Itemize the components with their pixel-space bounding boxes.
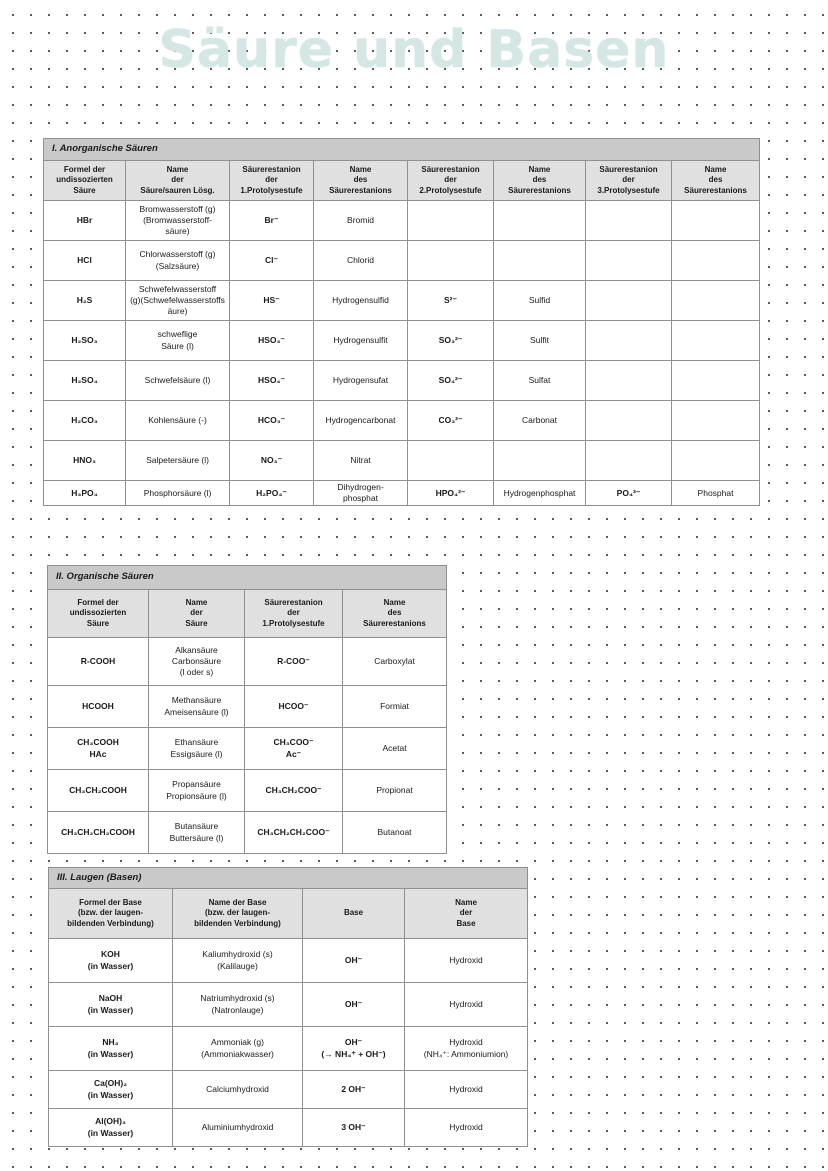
table-cell: Hydrogensulfit: [314, 321, 408, 361]
table-cell: Nitrat: [314, 441, 408, 481]
column-header: Base: [303, 889, 405, 939]
table-cell: H₂SO₄: [44, 361, 126, 401]
table-cell: Dihydrogen- phosphat: [314, 481, 408, 506]
table-cell: [672, 201, 760, 241]
table-row: [44, 481, 760, 506]
table-cell: Chlorwasserstoff (g) (Salzsäure): [126, 241, 230, 281]
table-cell: Kohlensäure (-): [126, 401, 230, 441]
table-cell: SO₄²⁻: [408, 361, 494, 401]
table-cell: Bromid: [314, 201, 408, 241]
table-cell: HCOO⁻: [245, 686, 343, 728]
column-header: Name der Säure/sauren Lösg.: [126, 161, 230, 201]
table-row: [48, 812, 447, 854]
table-cell: Acetat: [343, 728, 447, 770]
table-cell: H₃PO₄: [44, 481, 126, 506]
table-cell: Sulfit: [494, 321, 586, 361]
column-header: Name des Säurerestanions: [494, 161, 586, 201]
table-cell: [672, 281, 760, 321]
table-row: [48, 638, 447, 686]
table-cell: [586, 201, 672, 241]
table-cell: Propansäure Propionsäure (l): [149, 770, 245, 812]
table-cell: [586, 241, 672, 281]
table-cell: OH⁻ (→ NH₄⁺ + OH⁻): [303, 1027, 405, 1071]
table-cell: NH₃ (in Wasser): [49, 1027, 173, 1071]
table-cell: Aluminiumhydroxid: [173, 1109, 303, 1147]
table-cell: Hydroxid (NH₄⁺: Ammoniumion): [405, 1027, 528, 1071]
table-row: [44, 441, 760, 481]
table-cell: PO₄³⁻: [586, 481, 672, 506]
table-cell: Hydrogensulfid: [314, 281, 408, 321]
table-cell: CH₃CH₂COO⁻: [245, 770, 343, 812]
table-cell: [586, 321, 672, 361]
section-title: III. Laugen (Basen): [49, 868, 528, 889]
table-row: [48, 770, 447, 812]
table-cell: H₂S: [44, 281, 126, 321]
table-cell: Schwefelwasserstoff (g)(Schwefelwasserstoffs äure): [126, 281, 230, 321]
table-cell: HCO₃⁻: [230, 401, 314, 441]
table-cell: Hydroxid: [405, 983, 528, 1027]
table-cell: [672, 241, 760, 281]
column-header: Formel der undissozierten Säure: [48, 590, 149, 638]
table-cell: [408, 201, 494, 241]
table-cell: OH⁻: [303, 939, 405, 983]
table-cell: Methansäure Ameisensäure (l): [149, 686, 245, 728]
table-cell: R-COO⁻: [245, 638, 343, 686]
table-row: [44, 401, 760, 441]
table-cell: [408, 441, 494, 481]
table-cell: [586, 361, 672, 401]
table-cell: Hydrogensufat: [314, 361, 408, 401]
table-row: [44, 361, 760, 401]
table-cell: HCOOH: [48, 686, 149, 728]
section-title: II. Organische Säuren: [48, 566, 447, 590]
table-cell: Kaliumhydroxid (s) (Kalilauge): [173, 939, 303, 983]
table-cell: CH₃CH₂COOH: [48, 770, 149, 812]
table-cell: [586, 401, 672, 441]
table-row: [49, 1027, 528, 1071]
table-cell: Ammoniak (g) (Ammoniakwasser): [173, 1027, 303, 1071]
table-cell: NO₃⁻: [230, 441, 314, 481]
table-organische-saeuren: [47, 565, 447, 854]
table-cell: Alkansäure Carbonsäure (l oder s): [149, 638, 245, 686]
table-row: [44, 241, 760, 281]
column-header: Formel der undissozierten Säure: [44, 161, 126, 201]
table-row: [44, 321, 760, 361]
table-cell: Hydrogencarbonat: [314, 401, 408, 441]
table-cell: Chlorid: [314, 241, 408, 281]
table-cell: Bromwasserstoff (g) (Bromwasserstoff- säure): [126, 201, 230, 241]
table-cell: OH⁻: [303, 983, 405, 1027]
table-cell: S²⁻: [408, 281, 494, 321]
table-cell: HPO₄²⁻: [408, 481, 494, 506]
table-row: [49, 1071, 528, 1109]
table-cell: SO₃²⁻: [408, 321, 494, 361]
column-header: Name des Säurerestanions: [343, 590, 447, 638]
table-cell: Sulfat: [494, 361, 586, 401]
table-cell: [494, 441, 586, 481]
column-header: Name des Säurerestanions: [314, 161, 408, 201]
column-header: Säurerestanion der 3.Protolysestufe: [586, 161, 672, 201]
table-cell: [672, 321, 760, 361]
table-row: [49, 983, 528, 1027]
table-cell: NaOH (in Wasser): [49, 983, 173, 1027]
table-cell: 3 OH⁻: [303, 1109, 405, 1147]
column-header: Säurerestanion der 1.Protolysestufe: [245, 590, 343, 638]
table-cell: Hydroxid: [405, 939, 528, 983]
table-cell: Natriumhydroxid (s) (Natronlauge): [173, 983, 303, 1027]
table-cell: Phosphat: [672, 481, 760, 506]
column-header: Name der Säure: [149, 590, 245, 638]
table-cell: HSO₃⁻: [230, 321, 314, 361]
table-row: [49, 939, 528, 983]
table-cell: HS⁻: [230, 281, 314, 321]
table-row: [48, 728, 447, 770]
table-cell: 2 OH⁻: [303, 1071, 405, 1109]
column-header: Säurerestanion der 2.Protolysestufe: [408, 161, 494, 201]
table-cell: HBr: [44, 201, 126, 241]
table-cell: CH₃CH₂CH₂COOH: [48, 812, 149, 854]
table-cell: [494, 241, 586, 281]
table-cell: HCl: [44, 241, 126, 281]
table-cell: Propionat: [343, 770, 447, 812]
column-header: Säurerestanion der 1.Protolysestufe: [230, 161, 314, 201]
table-row: [44, 281, 760, 321]
table-cell: Carbonat: [494, 401, 586, 441]
table-cell: Hydroxid: [405, 1071, 528, 1109]
table-cell: HNO₃: [44, 441, 126, 481]
table-cell: [408, 241, 494, 281]
table-cell: KOH (in Wasser): [49, 939, 173, 983]
table-row: [48, 686, 447, 728]
table-cell: H₂SO₃: [44, 321, 126, 361]
table-cell: CH₃COOH HAc: [48, 728, 149, 770]
table-cell: Ca(OH)₂ (in Wasser): [49, 1071, 173, 1109]
column-header: Name der Base: [405, 889, 528, 939]
table-cell: CO₃²⁻: [408, 401, 494, 441]
table-cell: [672, 401, 760, 441]
table-cell: CH₃COO⁻ Ac⁻: [245, 728, 343, 770]
table-cell: [586, 441, 672, 481]
table-laugen-basen: [48, 867, 528, 1147]
table-cell: Butansäure Buttersäure (l): [149, 812, 245, 854]
table-cell: schweflige Säure (l): [126, 321, 230, 361]
table-cell: Formiat: [343, 686, 447, 728]
column-header: Formel der Base (bzw. der laugen- bildenden Verbindung): [49, 889, 173, 939]
table-cell: Cl⁻: [230, 241, 314, 281]
table-cell: H₂PO₄⁻: [230, 481, 314, 506]
table-cell: CH₃CH₂CH₂COO⁻: [245, 812, 343, 854]
table-cell: Sulfid: [494, 281, 586, 321]
table-cell: Al(OH)₃ (in Wasser): [49, 1109, 173, 1147]
section-title: I. Anorganische Säuren: [44, 139, 760, 161]
table-cell: HSO₄⁻: [230, 361, 314, 401]
table-cell: Butanoat: [343, 812, 447, 854]
table-cell: Carboxylat: [343, 638, 447, 686]
table-cell: Phosphorsäure (l): [126, 481, 230, 506]
table-row: [49, 1109, 528, 1147]
table-cell: R-COOH: [48, 638, 149, 686]
column-header: Name des Säurerestanions: [672, 161, 760, 201]
table-cell: H₂CO₃: [44, 401, 126, 441]
table-anorganische-saeuren: [43, 138, 760, 506]
table-cell: Hydrogenphosphat: [494, 481, 586, 506]
table-cell: [494, 201, 586, 241]
table-cell: [586, 281, 672, 321]
table-cell: Hydroxid: [405, 1109, 528, 1147]
table-cell: [672, 441, 760, 481]
table-row: [44, 201, 760, 241]
column-header: Name der Base (bzw. der laugen- bildenden Verbindung): [173, 889, 303, 939]
table-cell: Ethansäure Essigsäure (l): [149, 728, 245, 770]
table-cell: Salpetersäure (l): [126, 441, 230, 481]
table-cell: Br⁻: [230, 201, 314, 241]
table-cell: Calciumhydroxid: [173, 1071, 303, 1109]
table-cell: [672, 361, 760, 401]
table-cell: Schwefelsäure (l): [126, 361, 230, 401]
page-title: Säure und Basen: [158, 20, 670, 80]
